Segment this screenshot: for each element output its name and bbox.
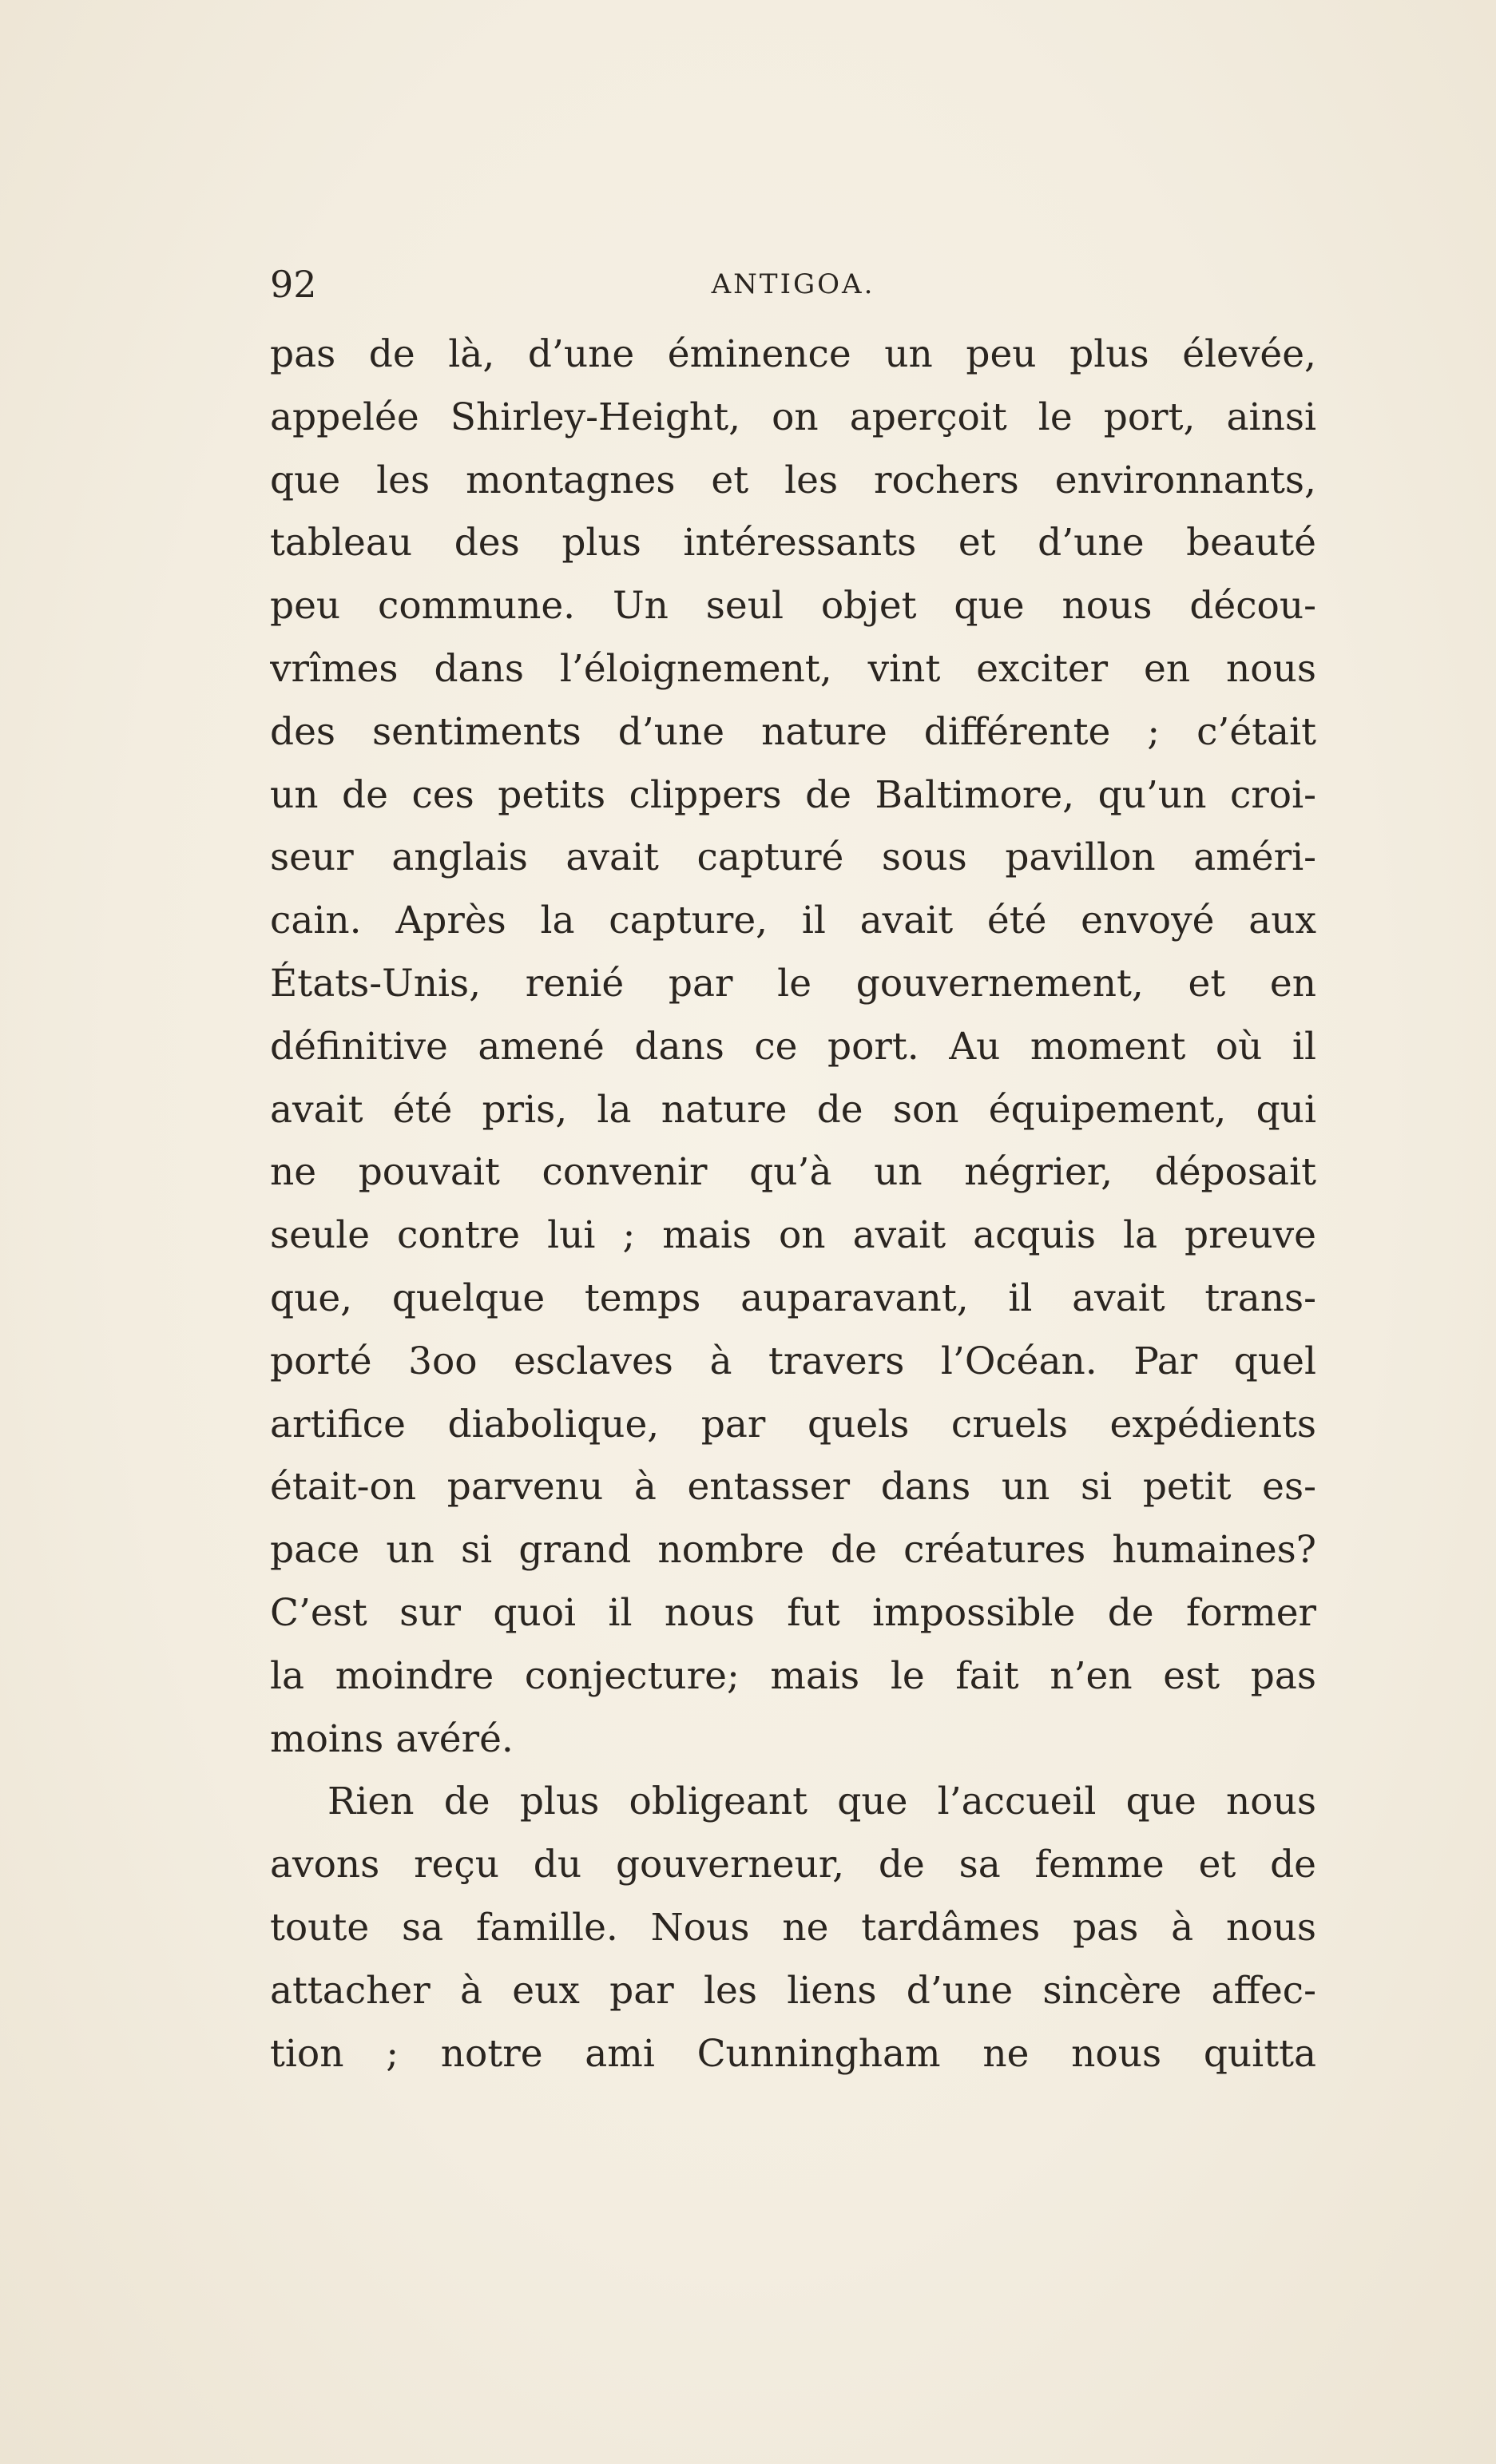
text-line: avons reçu du gouverneur, de sa femme et de xyxy=(270,1843,1316,1887)
text-line: un de ces petits clippers de Baltimore, qu’un croi- xyxy=(270,772,1316,817)
text-line: seur anglais avait capturé sous pavillon améri- xyxy=(270,835,1316,880)
text-line: cain. Après la capture, il avait été envoyé aux xyxy=(270,899,1316,943)
text-line: définitive amené dans ce port. Au moment où il xyxy=(270,1024,1316,1069)
text-line-paragraph-start: Rien de plus obligeant que l’accueil que nous xyxy=(327,1780,1316,1824)
text-line: porté 3oo esclaves à travers l’Océan. Par quel xyxy=(270,1339,1316,1383)
text-line: vrîmes dans l’éloignement, vint exciter en nous xyxy=(270,646,1316,691)
text-line: que les montagnes et les rochers environnants, xyxy=(270,458,1316,502)
page-number: 92 xyxy=(270,263,317,306)
text-line: peu commune. Un seul objet que nous décou- xyxy=(270,584,1316,629)
text-line: artifice diabolique, par quels cruels expédients xyxy=(270,1402,1316,1446)
text-line: ne pouvait convenir qu’à un négrier, déposait xyxy=(270,1150,1316,1195)
text-line: toute sa famille. Nous ne tardâmes pas à nous xyxy=(270,1905,1316,1950)
running-head xyxy=(270,260,1316,308)
text-line: des sentiments d’une nature différente ; c’était xyxy=(270,709,1316,754)
running-title: ANTIGOA. xyxy=(711,268,875,300)
text-line: États-Unis, renié par le gouvernement, et en xyxy=(270,961,1316,1006)
text-line-paragraph-end: moins avéré. xyxy=(270,1716,514,1761)
text-line: la moindre conjecture; mais le fait n’en est pas xyxy=(270,1653,1316,1698)
text-line: seule contre lui ; mais on avait acquis la preuve xyxy=(270,1213,1316,1258)
text-line: appelée Shirley-Height, on aperçoit le port, ainsi xyxy=(270,395,1316,439)
text-line: était-on parvenu à entasser dans un si petit es- xyxy=(270,1465,1316,1510)
text-line: pas de là, d’une éminence un peu plus élevée, xyxy=(270,332,1316,376)
text-line: pace un si grand nombre de créatures humaines? xyxy=(270,1528,1316,1573)
text-line: C’est sur quoi il nous fut impossible de former xyxy=(270,1590,1316,1635)
body-text xyxy=(270,323,1316,2085)
text-line: que, quelque temps auparavant, il avait trans- xyxy=(270,1276,1316,1320)
text-line: tion ; notre ami Cunningham ne nous quitta xyxy=(270,2031,1316,2076)
text-line: avait été pris, la nature de son équipement, qui xyxy=(270,1087,1316,1132)
text-line: attacher à eux par les liens d’une sincère affec- xyxy=(270,1968,1316,2013)
text-line: tableau des plus intéressants et d’une beauté xyxy=(270,521,1316,565)
